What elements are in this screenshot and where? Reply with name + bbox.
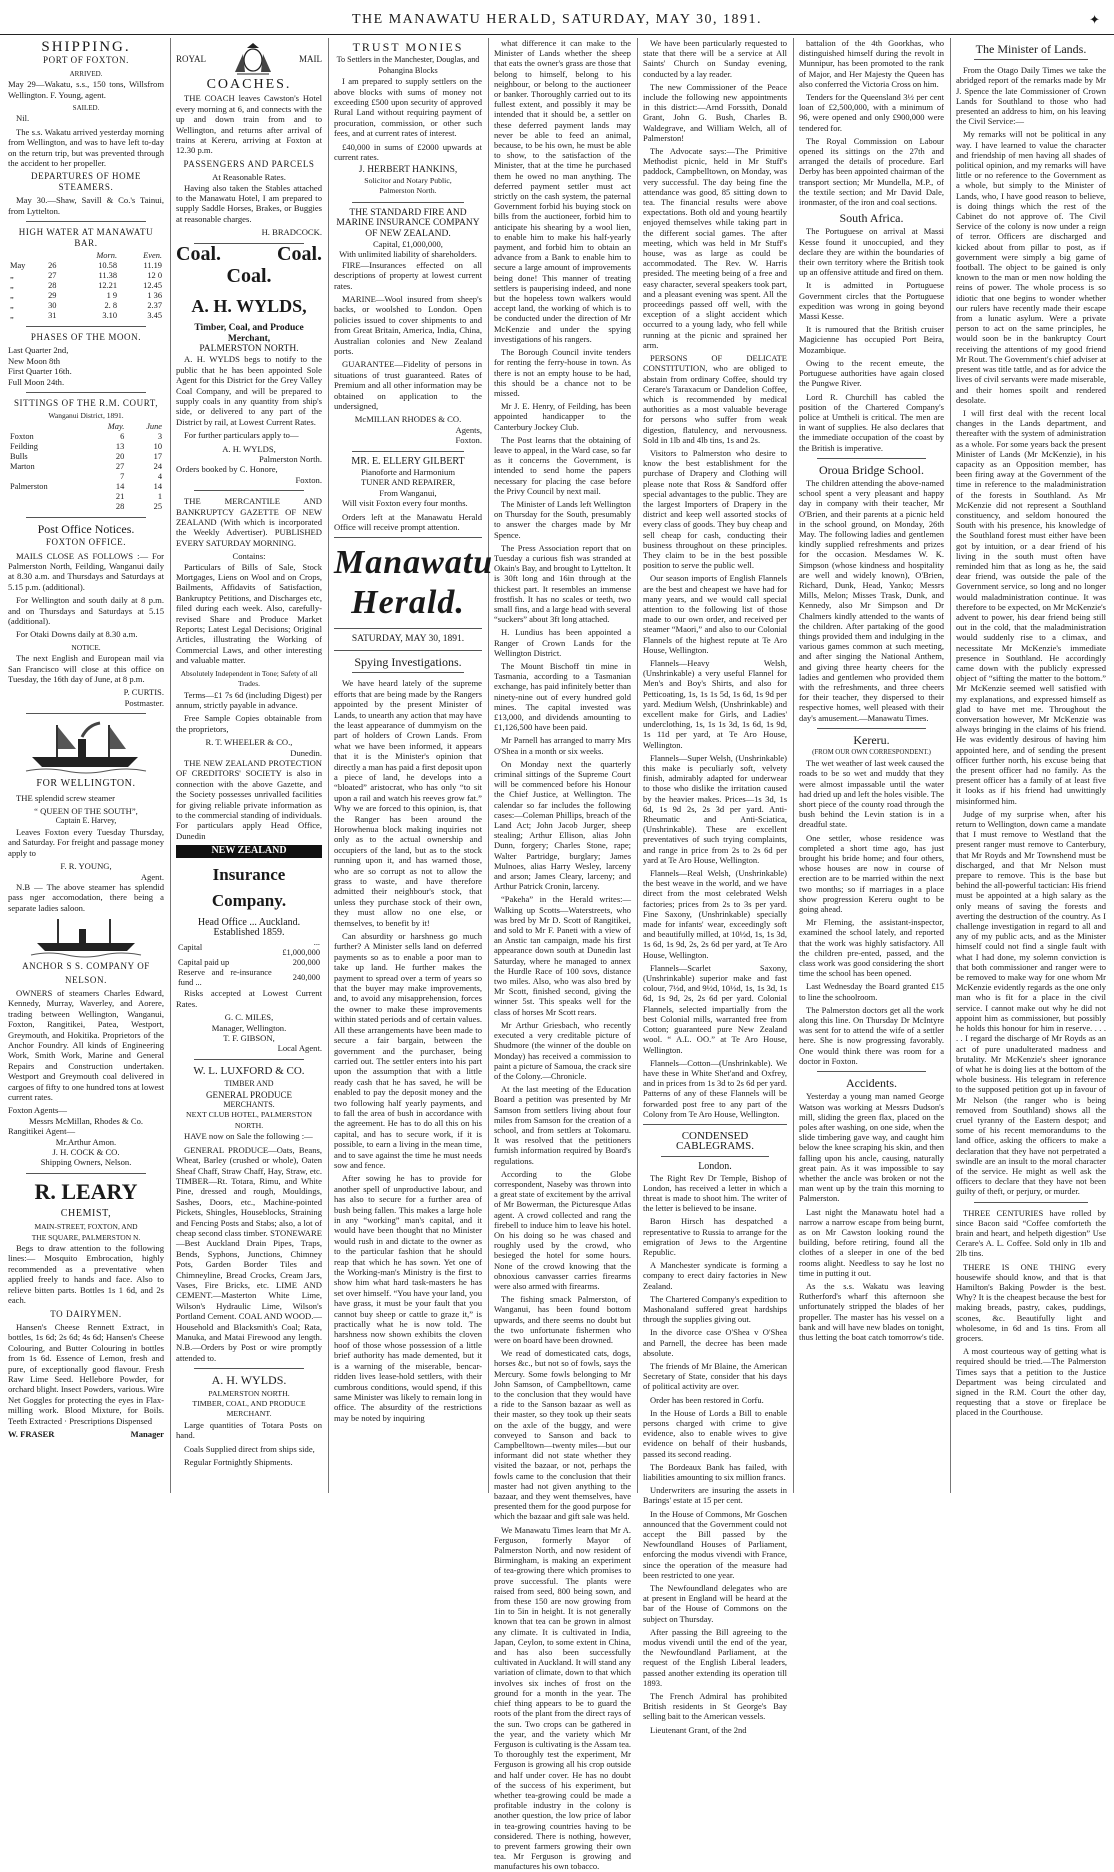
kereru-sub: (FROM OUR OWN CORRESPONDENT.) (812, 749, 931, 756)
wylds2-town: PALMERSTON NORTH. (208, 1388, 290, 1398)
column-ads-coaches (176, 38, 322, 1493)
minister-paragraph: From the Otago Daily Times we take the abridged report of the remarks made by Mr J. Spence the late Commissioner of Crown Lands for Southland to those who had presented an address to him, on his leaving the Civil Service:— (956, 65, 1106, 127)
anchor-foxton-label: Foxton Agents— (8, 1105, 67, 1116)
table-row: Bulls 20 17 (10, 451, 162, 461)
news-paragraph: Tenders for the Queensland 3½ per cent loan of £2,500,000, with a minimum of 96, were opened and only £900,000 were tendered for. (799, 92, 944, 133)
news-paragraph: The Post learns that the obtaining of leave to appeal, in the Ward case, so far as it concerns the Government, is intended to send home the papers necessary for placing the case before the Privy Council by next mail. (494, 434, 631, 496)
anchor-rangitikei-agent: Mr.Arthur Amon. (55, 1136, 117, 1147)
news-paragraph: “Pakeha” in the Herald writes:—Walking up Scotts—Waterstreets, who was bred by Mr D. Scott of Rangitikei, and sold to Mr F. Paneti with a view of an Anstic tan campaign, made his first appearance down south at Dunedin last Saturday, where he managed to annex the Hurdle Race of 100 sovs, distance two miles. Also, who was also bred by Mr Scott, finished second, giving the winner 5st. This speaks well for the class of horses Mr Scott rears. (494, 894, 631, 1017)
news-paragraph: Mr Parnell has arranged to marry Mrs O'Shea in a month or six weeks. (494, 735, 631, 756)
news-paragraph: We have been particularly requested to state that there will be a service at All Saints' Church on Sunday evening, conducted by a lay reader. (643, 38, 787, 79)
news-paragraph: what difference it can make to the Minister of Lands whether the sheep that eats the owner's grass are those that belong to himself, belong to his neighbour, or belong to the auctioneer or banker. Thoroughly carried out to its fullest extent, and possibly it may be intended that it should be, a settler on these deferred payment lands may never be able to feed an animal, because, to be his own, he must be able to show, to the satisfaction of the Minister, that at the time he purchased them he owed no man anything. The deferred payment settler must act strictly on the cash system, the paternal Government forbid his buying stock on bills from the auctioneer, forbid him to anticipate his shearing by a wool lien, to enable him to make his half-yearly payment, and forbid him to obtain an advance from a Bank to enable him to secure a large amount of improvements being done! This manner of treating settlers is pauperising indeed, and none but the hopeless town walkers would accept land, the working of which is to be conducted under the direction of Mr McKenzie and under the spying investigations of his rangers. (494, 38, 631, 344)
spying-paragraph: After sowing he has to provide for another spell of unproductive labour, and has also to secure for a further area of bush being fallen. This makes a large hole in any “working” man's capital, and it would have been thought that no Minister would rush in and dictate to the owner as to the particular fashion that he should reap that which he has sown. Yet one of the Working-man's Ministry is the first to show him what hard task-masters he has set over himself. “You have your land, you have grass, it must be your fault that you cannot buy sheep or cattle to graze it,” is practically what he is now told. The harshness now shown exhibits the cloven hoof of those whose possession of a little brief authority has made demented, but it is a warning of the miserable, bencar-ridden lives lease-hold settlers, with their cumbrous conditions, would spend, if this same Minister was likely to remain long in office. The absurdity of the restrictions may be noted by inquiring (334, 1173, 482, 1423)
news-paragraph: H. Lundius has been appointed a Ranger of Crown Lands for the Wellington District. (494, 627, 631, 658)
news-paragraph: Flannels—Real Welsh, (Unshrinkable) the best weave in the world, and we have direct from the most celebrated Welsh factories; prices from 2s to 3s per yard. Fine Saxony, (Unshrinkable) specially made for infants' wear, exceedingly soft and beautifully milled, at 10½d, 1s, 1s 3d, 1s 6d, 1s 9d, 2s, 2s 6d per yard, at Te Aro House, Wellington. (643, 868, 787, 960)
kereru-heading: Kereru. (853, 732, 890, 747)
london-heading: London. (698, 1161, 732, 1173)
news-paragraph: The Press Association report that on Tuesday a curious fish was stranded at Okain's Bay, and brought to Lyttelton. It is 30ft long and 16in through at the thickest part. It resembles an immense frostfish. It has no scales or teeth, two small fins, and a large head with several “suckers” about 3ft long attached. (494, 542, 631, 625)
wylds-orders: Orders booked by C. Honore, (176, 464, 278, 475)
luxford-address: NEXT CLUB HOTEL, PALMERSTON NORTH. (186, 1110, 312, 1130)
africa-paragraph: The Portuguese on arrival at Massi Kesse found it unoccupied, and they declare they are within the boundaries of their own territory where the British took up an offensive attitude and fired on them. (799, 226, 944, 278)
gilbert-orders: Orders left at the Manawatu Herald Office will receive prompt attention. (334, 511, 482, 533)
departures-heading: DEPARTURES OF HOME STEAMERS. (31, 171, 141, 192)
anchor-foxton-agents: Messrs McMillan, Rhodes & Co. (28, 1115, 144, 1126)
wylds2-text: Large quantities of Totara Posts on hand. (176, 1419, 322, 1441)
wylds2-text-2: Coals Supplied direct from ships side, (184, 1443, 315, 1454)
minister-heading: The Minister of Lands. (975, 42, 1087, 56)
coaches-heading: COACHES. (206, 77, 292, 92)
cable-paragraph: Underwriters are insuring the assets in Barings' estate at 15 per cent. (643, 1485, 787, 1506)
minister-paragraph: My remarks will not be political in any way. I have learned to value the character and friendship of men having all shades of political opinion, and my remarks will have little or no reference to the Government as a whole, but simply to the Minister of Lands, who, I have good reason to believe, is doing things which the rest of the Cabinet do not approve of. The Civil Service of the colony is now under a reign of terror. Officers are discharged and kicked about from pillar to post, as if government were simply a big game of football. The object to be gained is only known to the man or men now holding the reins of power. The whole process is so idiotic that one begins to wonder whether our rulers have recently made their escape from a lunatic asylum. Were a private person to act on the same principles, he would soon be in the bankruptcy Court receiving the attentions of my good friend Mr Rout. The Government's chief adviser at present was title tattle, and as for advice the lives of civil servants were made miserable, and their homes spoilt and rendered desolate. (956, 129, 1106, 405)
column-news-3 (799, 38, 944, 1493)
leary-text: Begs to draw attention to the following lines:— Mosquito Embrocation, highly recommended as a preventative when applied freely to hands and face. Also to relieve bitten parts. Bottles 1s 1 6d, and 2s each. (8, 1243, 164, 1306)
spying-paragraph: Can absurdity or harshness go much further? A Minister sells land on deferred payments so as to enable a poor man to take up land. He further makes the payment to spread over a term of years so that the buyer may make improvements, and, to avoid any misapprehension, forces the owner to make these improvements within stated periods and of certain values. All these arrangements have been made to secure a fair bargain, between the government and the purchaser, being carried out. The settler enters into his part upon the assumption that with a little ready cash that he has saved, he will be enabled to pay the deposit money and the two following half yearly payments, and to fall the area of bush in accordance with the agreement. He has to do all this on his capital, and has to secure work, if it is possible, to earn a living in the mean time, and to save against the time he must needs sow and fence. (334, 931, 482, 1170)
column-news-4 (956, 38, 1106, 1493)
anchor-owner-title: Shipping Owners, Nelson. (40, 1157, 132, 1168)
africa-paragraph: It is admitted in Portuguese Government circles that the Portuguese expedition was wrong in going beyond Massi Kesse. (799, 280, 944, 322)
mcmillan-town: Foxton. (455, 435, 482, 446)
page-title: THE MANAWATU HERALD, SATURDAY, MAY 30, 1891. (352, 12, 762, 27)
wakatu-note: The s.s. Wakatu arrived yesterday morning from Wellington, and was to have left to-day on the return trip, but was prevented through the accident to her propeller. (8, 126, 164, 169)
gazette-free: Free Sample Copies obtainable from the proprietors, (176, 713, 322, 734)
gilbert-tuner: TUNER AND REPAIRER, (361, 477, 455, 488)
cable-paragraph: The Newfoundland delegates who are at present in England will be heard at the bar of the House of Commons on the subject on Thursday. (643, 1583, 787, 1624)
cable-paragraph: The Chartered Company's expedition to Mashonaland suffered great hardships through the supplies giving out. (643, 1293, 787, 1325)
standard-marine: MARINE—Wool insured from sheep's backs, or woolshed to London. Open policies issued to cover shipments to and from Great Britain, America, India, China, Australian colonies and New Zealand ports. (334, 293, 482, 356)
table-row: „ 27 11.38 12 0 (10, 270, 162, 280)
kereru-paragraph: Last Wednesday the Board granted £15 to line the schoolroom. (799, 981, 944, 1002)
moon-line: Last Quarter 2nd, (8, 345, 69, 356)
sittings-heading: SITTINGS OF THE R.M. COURT, (13, 397, 159, 408)
moon-line: Full Moon 24th. (8, 376, 65, 387)
coach-text: THE COACH leaves Cawston's Hotel every morning at 6, and connects with the up and down train from and to Wellington, and returns after arrival of trains at Kereru, arriving at Foxton at 12.30 p.m. (176, 93, 322, 156)
wylds-text: A. H. WYLDS begs to notify to the public that he has been appointed Sole Agent for this District for the Grey Valley Coal Company, and will be prepared to supply coals in any quantity from ship's side, or delivered to any part of the District by rail, at Lowest Current Rates. (176, 354, 322, 427)
news-paragraph: The new Commissioner of the Peace include the following new appointments in this district:—Arnd Forssith, Donald Grant, John G. Bush, Charles B. Waldegrave, and William Welch, all of Palmerston! (643, 81, 787, 143)
anchor-heading-2: NELSON. (65, 974, 107, 985)
news-paragraph: Mr J. E. Henry, of Feilding, has been appointed handicapper to the Canterbury Jockey Club. (494, 401, 631, 432)
standard-fire: FIRE—Insurances effected on all descriptions of property at lowest current rates. (334, 259, 482, 291)
table-row: „ 30 2. 8 2.37 (10, 300, 162, 310)
advert-paragraph: THERE IS ONE THING every housewife should know, and that is that Hamilton's Baking Powder is the best. Why? It is the cheapest because the best for making breads, pastry, cakes, puddings, scones, &c. Beautifully light and wholesome, in 6d and 1s tins. From all grocers. (956, 1261, 1106, 1343)
oroua-heading: Oroua Bridge School. (819, 462, 924, 477)
anchor-text: OWNERS of steamers Charles Edward, Kennedy, Murray, Waverley, and Aorere, trading between Wellington, Wanganui, Foxton, Rangitikei, Patea, Westport, Greymouth, and Hokitika. Proprietors of the Anchor Foundry. All kinds of Engineering Work, Smith Work, Marine and General Repairs and Construction undertaken. Westport and Greymouth coal delivered in cargoes of fifty to one hundred tons at lowest current rates. (8, 987, 164, 1102)
steamer-illustration-icon (31, 917, 141, 957)
table-row: „ 29 1 9 1 36 (10, 290, 162, 300)
mcmillan-sub: Agents, (455, 424, 482, 435)
tide-table (8, 251, 164, 321)
table-row: Reserve and re-insurance fund ... 240,000 (178, 968, 320, 988)
kereru-paragraph: Mr Fleming, the assistant-inspector, examined the school lately, and reported that the work was highly satisfactory. All the children pre-ented, passed, and the class work was good considering the short time the school has been opened. (799, 917, 944, 979)
postmaster-title: Postmaster. (124, 697, 164, 708)
gazette-town: Dunedin. (290, 747, 322, 758)
sittings-table: May. June Foxton 6 3 Feilding 13 10 Bulls 20 17 Marton 27 24 7 4 Palmerston 14 14 21 1 28 25 (10, 421, 162, 511)
news-paragraph: The Borough Council invite tenders for renting the ferry-house in town. As there is not an empty house to be had, this should be a chance not to be missed. (494, 347, 631, 398)
table-row: Feilding 13 10 (10, 441, 162, 451)
kereru-paragraph: The Palmerston doctors get all the work along this line. On Thursday Dr McIntyre was sent for to attend the wife of a settler here. She is now progressing favorably. One would think there was room for a doctor in Foxton. (799, 1004, 944, 1066)
column-news-2 (643, 38, 787, 1735)
parcels-heading: PASSENGERS AND PARCELS (183, 158, 315, 169)
royal-crest-icon (231, 42, 275, 76)
hankins-title: Solicitor and Notary Public, (364, 175, 452, 185)
nz-banner: NEW ZEALAND (176, 845, 322, 857)
ins-miles: G. C. MILES, (224, 1012, 274, 1023)
hankins-name: J. HERBERT HANKINS, (358, 165, 458, 176)
luxford-sub-2: GENERAL PRODUCE (206, 1089, 292, 1100)
table-row: „ 28 12.21 12.45 (10, 280, 162, 290)
saloon-note: N.B — The above steamer has splendid pass nger accomodation, there being a separate ladies saloon. (8, 881, 164, 913)
ins-established: Established 1859. (213, 927, 285, 938)
news-paragraph: PERSONS OF DELICATE CONSTITUTION, who are obliged to abstain from ordinary Coffee, should try Cerare's Taraxacum or Dandelion Coffee, which is recommended by medical authorities as a most valuable beverage for persons who suffer from weak digestion, flatulency, and nervousness. Sold in 1lb and 4lb tins, 1s and 2s. (643, 353, 787, 445)
trust-heading: TRUST MONIES (352, 40, 464, 54)
insurance-heading: Insurance Company. (211, 864, 287, 910)
cable-paragraph: A Manchester syndicate is forming a company to erect dairy factories in New Zealand. (643, 1260, 787, 1291)
trust-sub: To Settlers in the Manchester, Douglas, and Pohangina Blocks (336, 55, 480, 75)
gazette-contains: Contains: (232, 551, 266, 562)
spying-paragraph: We have heard lately of the supreme efforts that are being made by the Rangers appointed by the present Minister of Lands, to unearth any action that may have the least appearance of dummyism on the part of holders of Crown Lands. From what we have been informed, it appears that it is the Minister's opinion that directly a man has paid a first deposit upon a piece of land, he develops into a “bloated” aristocrat, who has only “to sit upon a rail and watch his reeves grow fat.” Why we are forced to this opinion, is, that the Ranger has been around the Horowhenua block making inquiries not only as to the actual ownership and occupiers of the land, but as to the stock running upon it, and has warned those, who are so corrupt as not to allow the grass to waste, and have therefore admitted their neighbour's stock, that unless they purchase stock of their own, they must allow no one else, or themselves, to benefit by it! (334, 678, 482, 928)
wylds-sign: A. H. WYLDS, (222, 443, 276, 454)
gazette-terms: Terms—£1 7s 6d (including Digest) per annum, strictly payable in advance. (176, 689, 322, 710)
wellington-schedule: Leaves Foxton every Tuesday Thursday, and Saturday. For freight and passage money apply to (8, 826, 164, 858)
wellington-ad: THE splendid screw steamer (16, 792, 116, 803)
kereru-paragraph: The wet weather of last week caused the roads to be so wet and muddy that they were almost impassable until the water had dried up and left the holes visible. The short piece of the county road through the bush behind the Levin station is in a dreadful state. (799, 758, 945, 830)
africa-paragraph: It is rumoured that the British cruiser Magicienne has occupied Port Beira, Mozambique. (799, 324, 944, 355)
table-row: Marton 27 24 (10, 461, 162, 471)
trust-text: I am prepared to supply settlers on the above blocks with sums of money not exceeding £500 upon security of approved Rural Land without requiring payment of procuration, commission, or other such fees, and at current rates of interest. (334, 76, 482, 139)
tide-col-even: Even. (143, 250, 162, 260)
captain-name: Captain E. Harvey, (55, 816, 117, 826)
mcmillan-name: McMILLAN RHODES & CO. (354, 414, 462, 425)
dairymen-heading: TO DAIRYMEN. (50, 1308, 122, 1319)
accidents-heading: Accidents. (846, 1076, 897, 1091)
departure-entry: May 30.—Shaw, Savill & Co.'s Tainui, from Lyttelton. (8, 195, 164, 216)
agent-name: F. R. YOUNG, (60, 861, 112, 872)
cable-paragraph: In the divorce case O'Shea v O'Shea and Parnell, the decree has been made absolute. (643, 1327, 787, 1358)
cable-paragraph: Lieutenant Grant, of the 2nd (650, 1724, 747, 1735)
port-heading: PORT OF FOXTON. (43, 55, 129, 66)
table-row: „ 31 3.10 3.45 (10, 310, 162, 320)
agent-title: Agent. (140, 871, 164, 882)
news-paragraph: battalion of the 4th Goorkhas, who distinguished himself during the revolt in Munnipur, has been promoted to the rank of Major, and Her Majesty the Queen has also conferred the Victoria Cross on him. (799, 38, 944, 89)
wylds2-text-3: Regular Fortnightly Shipments. (184, 1457, 293, 1468)
news-paragraph: We Manawatu Times learn that Mr A. Ferguson, formerly Mayor of Palmerston North, and now resident of Birmingham, is making an experiment of tea-growing there which promises to prove successful. The plants were raised from seed, 800 being sown, and from these 150 are now growing from 1in to 5in in height. It is not generally known that tea can be grown in almost any climate. It is cultivated in India, Japan, Ceylon, to some extent in China, and has also been successfully cultivated in Auckland. It will stand any variation of climate, down to that which involves six inches of frost on the ground for a month in the year. The chief thing appears to be to guard the roots of the plant from the direct rays of the sun. Two crops can be gathered in the year, and the variety which Mr Ferguson is cultivating is the Assam tea. To thoroughly test the experiment, Mr Ferguson is growing all his crop outside and half under cover. He has no doubt of the success of his experiment, but whether tea-growing could be made a profitable industry in the colony is another question, the low price of labor in tea-growing countries having to be considered. There is nothing, however, to prevent farmers growing their own tea. Mr Ferguson is growing and manufactures his own tobacco. (494, 1524, 632, 1872)
table-row: Foxton 6 3 (10, 431, 162, 441)
page-mark-icon: ✦ (1089, 12, 1100, 27)
fraser-name: W. FRASER (8, 1428, 55, 1439)
wylds-town: PALMERSTON NORTH. (199, 343, 299, 354)
advert-paragraph: THREE CENTURIES have rolled by since Bacon said “Coffee comforteth the brain and heart, and helpeth digestion” Use Cerare's A. L. Coffee. Sold only in 1lb and 2lb tins. (956, 1207, 1106, 1259)
column-news-1 (494, 38, 632, 1872)
gilbert-heading: MR. E. ELLERY GILBERT (351, 455, 465, 467)
gazette-text: THE MERCANTILE AND BANKRUPTCY GAZETTE OF NEW ZEALAND (With which is incorporated the Weekly Advertiser). PUBLISHED EVERY SATURDAY MORNING. (176, 496, 322, 548)
table-row: May 26 10.58 11.19 (10, 260, 162, 270)
news-paragraph: Flannels—Heavy Welsh, (Unshrinkable) a very useful Flannel for Men's and Boy's Shirts, and also for Petticoating, 1s, 1s 1s 5d, 1s 6d, 1s 9d per yard. Medium Welsh, (Unshrinkable) and excellent make for Girls, and Ladies' underclothing, 1s, 1s 1s 3d, 1s 6d, 1s 9d, 1s 11d per yard, at Te Aro House, Wellington. (643, 657, 787, 750)
shipping-heading: SHIPPING. (41, 39, 131, 55)
table-row: Capital paid up 200,000 (178, 958, 320, 968)
sailed-heading: SAILED. (72, 104, 100, 113)
column-rule (637, 38, 638, 1493)
ins-gibson: T. F. GIBSON, (223, 1033, 275, 1044)
table-row: Capital ... £1,000,000 (178, 938, 320, 958)
news-paragraph: Our season imports of English Flannels are the best and cheapest we have had for many years, and we would call special attention to the following list of those made to our own order, and received per steamer “Maori,” and also to our Colonial Flannels of the highest repute at Te Aro House, Wellington. (643, 573, 787, 655)
high-water-heading: HIGH WATER AT MANAWATU BAR. (18, 227, 154, 248)
kereru-paragraph: One settler, whose residence was completed a short time ago, has just brought his bride home; and four others, whose houses are now in course of erection are to be married within the next two months; so if marriages in a place show progression Kereru ought to be going ahead. (799, 832, 944, 915)
sailed-entry: Nil. (16, 113, 30, 124)
luxford-sub: TIMBER AND (224, 1079, 274, 1089)
minister-paragraph: I will first deal with the recent local changes in the Lands department, and thereafter with the system of administration as a whole. For some years back the present Minister of Lands (Mr McKenzie), in his capacity as an Opposition member, has been firing away at the Government of the time in reference to the maladministration of the forests in Southland. As Mr McKenzie did not represent a Southland constituency, and seldom honoured the South with his presence, his knowledge of the Southland forest must either have been got by intuition, or a dear friend of his living in the south must often have reminded him that as long as he, the said dear friend, was outside the pale of the Government service, so long and no longer would maladministration continue. It was therefore to be expected, on Mr McKenzie's advent to power, his dear friend being still out in the cold, that the maladministration would suddenly rise to a climax, and necessitate Mr McKenzie's immediate presence in Southland. He accordingly came down with the publicly expressed object of “sifting the matter to the bottom.” Mr McKenzie seemed well satisfied with my explanations, and expressed himself as glad to have met me. Throughout the conversation however, Mr McKenzie was always bringing in the claims of his friend. He was evidently desirous of having him appointed here, and of sending the present officer further north, his excuse being that the present officer had no family. As the present officer has a family of at least five it looks as if his friend had unwittingly misinformed him. (956, 407, 1106, 806)
ship-name: “ QUEEN OF THE SOUTH”, (34, 806, 138, 817)
gazette-motto: Absolutely Independent in Tone; Safety of all Trades. (180, 668, 318, 689)
column-rule (488, 38, 489, 1493)
moon-heading: PHASES OF THE MOON. (30, 331, 142, 342)
news-paragraph: The Mount Bischoff tin mine in Tasmania, according to a Tasmanian exchange, has paid infinitely better than ninety-nine out of every hundred gold mines. The capital invested was £13,000, and dividends amounting to £1,126,500 have been paid. (494, 660, 631, 733)
standard-heading: THE STANDARD FIRE AND MARINE INSURANCE COMPANY OF NEW ZEALAND. (336, 207, 480, 239)
africa-paragraph: Lord R. Churchill has cabled the position of the Chartered Company's police at Umtheli is critical. The men are in want of supplies. He also declares that the immediate occupation of the coast by the British is imperative. (799, 391, 944, 453)
table-row: 21 1 (115, 491, 162, 501)
column-rule (793, 38, 794, 1493)
cable-paragraph: The friends of Mr Blaine, the American Secretary of State, consider that his days of political activity are over. (643, 1360, 787, 1392)
accidents-paragraph: Last night the Manawatu hotel had a narrow a narrow escape from being burnt, as on Mr Cawston looking round the building, before retiring, found all the clothes of a sleeper in one of the bed rooms alight. Needless to say he lost no time in putting it out. (799, 1206, 944, 1278)
news-paragraph: According to the Globe correspondent, Naseby was thrown into a great state of excitement by the arrival of Mr Bowerman, the Picturesque Atlas agent. A crowd collected and rang the firebell to induce him to leave his hotel. On his doing so he was chased and roughly used by the crowd, who besieged the hotel for some hours. None of the crowd knowing that the obnoxious canvasser carries firearms were also armed with firearms. (494, 1168, 631, 1291)
post-office-sub: FOXTON OFFICE. (45, 537, 127, 548)
minister-paragraph: Judge of my surprise when, after his return to Wellington, down came a mandate that I must remove to Westland that the present ranger must remove to Canterbury, that Mr Royds and Mr Townshend must be discharged, and that Mr Nelson must prepare to remove. This is the base but behind the all-powerful tactician: His friend must be appointed at a high salary as the only means of saving the forests and averting the destruction of the country. As I challenge investigation in regard to all and any of my public acts, and as the Minister himself could not find a single fault with what I had done, my solemn conviction is that both commissioner and ranger were to be removed to make way for one whom Mr McKenzie evidently regards as the one only man who is fit for a place in the civil service. I cannot make out why he did not appoint him as commissioner, but possibly he holds this honour for him in reserve. . . . . . I regard the discharge of Mr Royds as an act of pure unadulterated madness and brutality. Mr McKenzie's sheer ignorance of what he is doing lies at the bottom of the whole business. His telegram in reference to the supposed petition got up in favour of Mr Nelson (the ranger who is being removed from Southland) shows all the cruel tyranny of the Eastern despot; and some of his recent memorandums to the land office, asking the officers to make a declaration that they have not perpetrated a swindle are an insult to the moral character of the service. He might as well ask the officers to declare that they have not been guilty of theft, or perjury, or murder. (956, 808, 1106, 1197)
post-notice-3: For Otaki Downs daily at 8.30 a.m. (16, 629, 138, 640)
bradcock-name: H. BRADCOCK. (261, 227, 322, 238)
anchor-owner: J. H. COCK & CO. (52, 1147, 120, 1158)
news-paragraph: Mr Arthur Griesbach, who recently executed a very creditable picture of Shudmore (the winner of the double on Monday) has received a commission to paint a picture of Samoua, the crack sire of the Colony.—Chronicle. (494, 1019, 631, 1081)
stables-text: Having also taken the Stables attached to the Manawatu Hotel, I am prepared to supply Saddle Horses, Brakes, or Buggies at reasonable charges. (176, 182, 322, 224)
gazette-props: R. T. WHEELER & CO., (205, 737, 293, 748)
news-paragraph: At the last meeting of the Education Board a petition was presented by Mr Samson from settlers living about four miles from Samson for the creation of a school, and from settlers at Tokomaru. It was resolved that the petitioners furnish information required by Board's regulations. (494, 1084, 631, 1166)
gilbert-text: Will visit Foxton every four months. (342, 498, 468, 509)
coal-word: Coal. (277, 242, 322, 265)
cable-paragraph: Baron Hirsch has despatched a representative to Russia to arrange for the emigration of Jews to the Argentine Republic. (643, 1216, 787, 1257)
table-row: Palmerston 14 14 (10, 481, 162, 491)
coal-word: Coal. (176, 242, 221, 265)
ins-gibson-title: Local Agent. (277, 1043, 322, 1054)
cablegrams-heading: CONDENSED CABLEGRAMS. (676, 1129, 754, 1153)
steamer-illustration-icon (26, 719, 146, 775)
moon-line: New Moon 8th (8, 355, 61, 366)
africa-paragraph: Owing to the recent emeute, the Portuguese authorities have again closed the Pungwe River. (799, 357, 944, 389)
dairy-text: Hansen's Cheese Rennett Extract, in bottles, 1s 6d; 2s 6d; 4s 6d; Hansen's Cheese Colouring, and Butter Colouring in bottles from 1s 6d. Essence of Lemon, fresh and pure, of exceptionally good flavour. Fresh Raw Lime Seed. Hellebore Powder, for orchard blight. Insect Powders, various. Wire Net Goggles for protecting the eyes in Flax-milling work. Blood Mixture, for Boils. Teeth Extracted · Prescriptions Dispensed (8, 1321, 164, 1426)
news-paragraph: The Minister of Lands left Wellington on Thursday for the South, presumably to answer the charges made by Mr Spence. (494, 498, 631, 540)
news-paragraph: The Advocate says:—The Primitive Methodist picnic, held in Mr Stuff's paddock, Campbelltown, on Monday, was very successful. The day being fine the attendance was good, 85 sitting down to tea. The financial results were above expectations. Both old and young heartily enjoyed themselves while taking part in the different social games. The after meeting, which was held in Mr Stuff's house, was as large as could be accommodated. The Rev. W. Harris presided. The meeting being of a free and easy character, several speakers took part, and a pleasant evening was spent. All the proceedings passed off well, with the exception of a slight accident which occurred to a young lady, who fell while running at the picnic and sprained her arm. (643, 146, 787, 350)
cable-paragraph: Order has been restored in Corfu. (650, 1394, 764, 1405)
wylds-apply: For further particulars apply to— (184, 430, 299, 441)
column-shipping (8, 38, 164, 1493)
protection-text: THE NEW ZEALAND PROTECTION OF CREDITORS' SOCIETY is also in connection with the above Gazette, and the Society possesses unrivalled facilities for giving reliable private information as to the commercial standing of individuals. For particulars apply Head Office, Dunedin (176, 757, 322, 841)
accidents-paragraph: Yesterday a young man named George Watson was working at Messrs Dudson's mill, sliding the green flax, placed on the poles after washing, on one side, when the slide timbering gave way, and caught him below the knee scraping his skin, and then falling upon his ancle, causing, naturally great pain. As it was impossible to say whether the ancle was broken or not the man went up by the train this morning to Palmerston. (799, 1091, 944, 1204)
insurance-table (176, 938, 322, 988)
royal-label: ROYAL (176, 53, 207, 64)
standard-guarantee: GUARANTEE—Fidelity of persons in situations of trust guaranteed. Rates of Premium and all other information may be obtained on application to the undersigned, (334, 359, 482, 411)
arrival-entry: May 29—Wakatu, s.s., 150 tons, Willsfrom Wellington. F. Young, agent. (8, 79, 164, 100)
south-africa-heading: South Africa. (839, 211, 904, 226)
cable-paragraph: The French Admiral has prohibited British residents in St George's Bay selling bait to the American vessels. (643, 1691, 787, 1722)
cable-paragraph: The Right Rev Dr Temple, Bishop of London, has received a letter in which a threat is made to shoot him. The writer of the letter is believed to be insane. (643, 1172, 787, 1214)
sittings-subheading: Wanganui District, 1891. (48, 411, 124, 421)
postmaster-name: P. CURTIS. (123, 687, 164, 698)
luxford-sale: HAVE now on Sale the following :— (184, 1131, 313, 1142)
table-row: 28 25 (115, 501, 162, 511)
news-paragraph: Visitors to Palmerston who desire to know the best establishment for the purchase of Drapery and Clothing will please note that Ross & Sandford offer special advantages to the public. They are the largest Importers of Drapery in the district and keep well assorted stocks of every class of goods. They buy cheap and sell cheap for cash, conducting their business throughout on these principles. They claim to be in the best possible position to serve the public well. (643, 447, 787, 571)
paper-date: SATURDAY, MAY 30, 1891. (351, 634, 465, 645)
gazette-list: Particulars of Bills of Sale, Stock Mortgages, Liens on Wool and on Crops, Bailments, Affidavits of Satisfaction, Bankruptcy Petitions, and Discharges etc, filed during each week. Also, carefully-revised Share and Produce Market Reports; Latest Legal Decisions; Original Articles, illustrating the Working of Commercial Laws, and other interesting and valuable matter. (176, 561, 322, 666)
leary-address-2: THE SQUARE, PALMERSTON N. (31, 1232, 141, 1242)
wylds-heading: A. H. WYLDS, (191, 296, 307, 317)
wylds2-heading: A. H. WYLDS. (211, 1373, 287, 1388)
gilbert-sub: Pianoforte and Harmonium (360, 467, 456, 478)
trust-text-2: £40,000 in sums of £2000 upwards at current rates. (334, 141, 482, 163)
news-paragraph: On Monday next the quarterly criminal sittings of the Supreme Court will be commenced before his Honour the Chief Justice, at Wellington. The calendar so far includes the following cases:—Coleman Phillips, breach of the Land Act; John Jacob Jurger, sheep stealing; Arthur Ellison, alias John Dunn, forgery; Charles Stone, rape; Walter Partridge, burglary; James Mulnoes, alias Harry Wesley, larceny and arson; James Cleary, larceny; and Arthur Patrick Cronin, larceny. (494, 758, 631, 892)
anchor-heading: ANCHOR S S. COMPANY OF (22, 961, 150, 972)
page-masthead (0, 8, 1114, 35)
news-paragraph: The fishing smack Palmerston, of Wanganui, has been found bottom upwards, and there seems no doubt but the two unfortunate fishermen who were on board have been drowned. (494, 1294, 631, 1345)
standard-capital: Capital, £1,000,000, (373, 238, 443, 249)
leary-heading: R. LEARY (34, 1178, 138, 1204)
mail-notice: The next English and European mail via San Francisco will close at this office on Tuesday, the 16th day of June, at 8 p.m. (8, 653, 164, 685)
table-row: 7 4 (120, 471, 162, 481)
wylds-orders-town: Foxton. (295, 474, 322, 485)
post-office-heading: Post Office Notices. (37, 521, 135, 536)
post-notice-2: For Wellington and south daily at 8 p.m. and on Thursdays and Saturdays at 5.15 (additional). (8, 595, 164, 626)
mail-label: MAIL (298, 53, 322, 64)
leary-address: MAIN-STREET, FOXTON, AND (34, 1222, 138, 1232)
post-notice-1: MAILS CLOSE AS FOLLOWS :— For Palmerston North, Feilding, Wanganui daily at 8.30 a.m. and Thursdays and Saturdays at 5.15 p.m. (additional). (8, 550, 164, 592)
paper-title: Manawatu Herald. (334, 544, 494, 622)
oroua-paragraph: The children attending the above-named school spent a very pleasant and happy day in company with their teacher, Mr O'Brien, and their parents at a picnic held in the school ground, on Monday, 26th May. The following ladies and gentlemen kindly supplied refreshments and prizes for the occasion. Mesdames W. K. Simpson (whose kindness and hospitality are well and widely known), O'Brien, Richard, Dunk, Head, Yanko; Messrs Mills, Melon; Misses Trask, Dunk, and Kennedy, also Mr Simpson and Dr Chalmers kindly attended to the wants of the children. After partaking of the good things provided them and indulging in the various games common at such meeting, and after singing the National Anthem, and giving three hearty cheers for the ladies and gentlemen who provided them with the refreshments, and three cheers for their teacher, they dispersed to their respective homes, well pleased with their day's amusement.—Manawatu Times. (799, 477, 944, 723)
news-paragraph: We read of domesticated cats, dogs, horses &c., but not so of fowls, says the Mercury. Some fowls belonging to Mr John Samson, of Campbelltown, came to the conclusion that they would have a ride to the Sanson bazaar as well as their master, so they took up their seats on the axle of the buggy, and were conveyed to Sanson and back to Campbelltown—twenty miles—but our informant did not state whether they visited the bazaar, or not, perhaps the fowls came to the conclusion that their master had not given anything to the bazaar, and they went themselves, have presented them for the good purpose for which the bazaar and gift sale was held. (494, 1348, 631, 1522)
ins-miles-title: Manager, Wellington. (211, 1022, 287, 1033)
tide-col-morn: Morn. (96, 250, 118, 260)
anchor-rangitikei-label: Rangitikei Agent— (8, 1126, 76, 1137)
cable-paragraph: After passing the Bill agreeing to the modus vivendi until the end of the year, the Newfoundland Parliament, at the request of the English Liberal leaders, passed another extending its operation till 1893. (643, 1626, 787, 1688)
news-paragraph: Flannels—Super Welsh, (Unshrinkable) this make is peculiarly soft, velvety finish, admirably adapted for underwear to those who dislike the irritation caused by the heavier makes. Prices—1s 3d, 1s 6d, 1s 9d 2s, 2s 3d per yard. Anti-Rheumatic and Anti-Sciatica, (Unshrinkable). These are excellent preventatives of such trying complaints, and range in price from 2s to 2s 6d per yard at Te Aro House, Wellington. (643, 752, 787, 865)
moon-line: First Quarter 16th. (8, 366, 72, 377)
luxford-heading: W. L. LUXFORD & CO. (193, 1064, 305, 1077)
parcels-sub: At Reasonable Rates. (212, 172, 286, 183)
luxford-list: GENERAL PRODUCE—Oats, Beans, Wheat, Barley (crushed or whole), Oaten Sheaf Chaff, Straw Chaff, Hay, Straw, etc. TIMBER—Rt. Totara, Rimu, and White Pine, dressed and rough, Mouldings, Sashes, Doors, etc., Machine-pointed Pickets, Shingles, Houseblocks, Straining and Fencing Posts and Stabs; also, a lot of cheap second class timber. STONEWARE—Best Auckland Drain Pipes, Traps, Bends, Syphons, Junctions, Chimney Pots, Garden Border Tiles and Chimneyline, Bread Crocks, Cream Jars, Vases, Fire Bricks, etc. LIME AND CEMENT.—Masterton White Lime, Wilson's Hydraulic Lime, Wilson's Portland Cement. COAL AND WOOD.—Household and Blacksmith's Coal; Rata, Manuka, and Matai Firewood any length. N.B.—Orders by Post or wire promptly attended to. (176, 1144, 322, 1363)
cable-paragraph: In the House of Lords a Bill to enable persons charged with crime to give evidence, also to enable wives to give evidence on behalf of their husbands, passed its second reading. (643, 1407, 787, 1459)
standard-liability: With unlimited liability of shareholders. (339, 249, 477, 260)
hankins-town: Palmerston North. (379, 186, 437, 196)
spying-heading: Spying Investigations. (354, 654, 462, 669)
cable-paragraph: The Bordeaux Bank has failed, with liabilities amounting to six million francs. (643, 1461, 787, 1483)
gilbert-from: From Wanganui, (379, 487, 437, 498)
for-wellington-heading: FOR WELLINGTON. (36, 778, 136, 790)
luxford-sub-3: MERCHANTS. (223, 1100, 275, 1110)
cable-paragraph: In the House of Commons, Mr Goschen announced that the Government could not accept the Bill passed by the Newfoundland Houses of Parliament, enforcing the modus vivendi with France, since the operation of the measure had been restricted to one year. (643, 1508, 787, 1580)
ins-risks: Risks accepted at Lowest Current Rates. (176, 988, 322, 1009)
ins-head-office: Head Office ... Auckland. (197, 916, 301, 928)
wylds-sub: Timber, Coal, and Produce Merchant, (194, 323, 304, 344)
coal-word: Coal. (226, 265, 272, 288)
news-paragraph: Flannels—Scarlet Saxony, (Unshrinkable) superior make and fast colour, 7½d, and 9½d, 10½d, 1s, 1s 3d, 1s 6d, 1s 9d, 2s, 2s 6d per yard. Colonial Flannels, selected impartially from the best Colonial mills, warranted free from Cotton; guaranteed pure New Zealand wool. “ A.L. OO.” at Te Aro House, Wellington. (643, 962, 787, 1055)
wylds2-sub: TIMBER, COAL, AND PRODUCE MERCHANT. (192, 1399, 306, 1419)
accidents-paragraph: As the s.s. Wakatu was leaving Rutherford's wharf this afternoon she unfortunately stripped the blades of her propeller. The master has his vessel on a bank and will have new blades on tonight, thus letting the boat catch tomorrow's tide. (799, 1280, 944, 1342)
notice-heading: NOTICE. (71, 642, 101, 652)
arrived-heading: ARRIVED. (69, 69, 103, 78)
leary-sub: CHEMIST, (60, 1207, 112, 1219)
column-rule (170, 38, 171, 1493)
column-rule (328, 38, 329, 1493)
manager-title: Manager (130, 1428, 164, 1439)
column-trust-editorial (334, 38, 494, 1493)
column-rule (950, 38, 951, 1493)
news-paragraph: Flannels—Cotton—(Unshrinkable). We have these in White Shet'and and Oxfrey, and in prices from 1s 3d to 2s 6d per yard. Patterns of any of these Flannels will be forwarded post free to any part of the Colony from Te Aro House, Wellington. (643, 1057, 787, 1119)
advert-paragraph: A most courteous way of getting what is required should be tried.—The Palmerston Times says that a petition to the Justice Department was being circulated and signed in the R.M. Court the other day, requesting that a stove or fireplace be placed in the Courthouse. (956, 1346, 1106, 1418)
wylds-sign-town: Palmerston North. (258, 453, 322, 464)
news-paragraph: The Royal Commission on Labour opened its sittings on the 27th and arranged the details of procedure. Earl Derby has been appointed chairman of the transport section; Mr Mundella, M.P., of the textile section; and Mr David Dale, ironmaster, of the iron and coal sections. (799, 135, 944, 208)
